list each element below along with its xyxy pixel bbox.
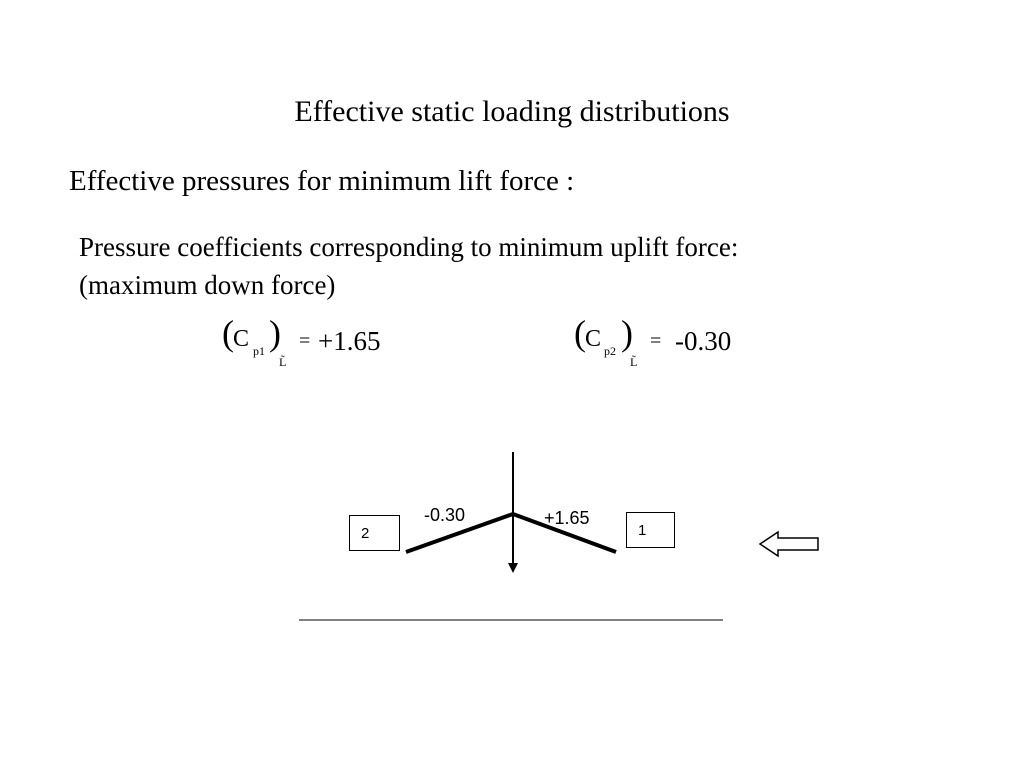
equation-subscript: p1 bbox=[253, 344, 265, 358]
equals-sign: = bbox=[299, 330, 311, 352]
left-pressure-coefficient: -0.30 bbox=[424, 505, 466, 525]
equation-lower-subscript: L̃ bbox=[630, 355, 638, 369]
close-paren: ) bbox=[269, 313, 281, 353]
equation-symbol: C bbox=[233, 326, 250, 352]
equals-sign: = bbox=[650, 330, 662, 352]
slide-title: Effective static loading distributions bbox=[294, 95, 730, 128]
right-pressure-coefficient: +1.65 bbox=[544, 508, 590, 528]
slide-subtitle: Effective pressures for minimum lift force : bbox=[69, 165, 575, 197]
description-line-2: (maximum down force) bbox=[79, 270, 336, 300]
wind-direction-arrow-icon bbox=[760, 532, 818, 556]
equation-lower-subscript: L̃ bbox=[279, 355, 287, 369]
open-paren: ( bbox=[574, 313, 586, 353]
surface-label-box-1 bbox=[626, 512, 675, 548]
equation-subscript: p2 bbox=[604, 344, 616, 358]
equation-value: +1.65 bbox=[318, 326, 381, 356]
equation-symbol: C bbox=[585, 326, 602, 352]
description-line-1: Pressure coefficients corresponding to minimum uplift force: bbox=[79, 232, 739, 262]
surface-label-box-2 bbox=[349, 515, 400, 551]
equation-value: -0.30 bbox=[675, 326, 732, 356]
close-paren: ) bbox=[621, 313, 633, 353]
surface-label-1: 1 bbox=[638, 522, 647, 539]
open-paren: ( bbox=[222, 313, 234, 353]
surface-label-2: 2 bbox=[361, 525, 370, 542]
